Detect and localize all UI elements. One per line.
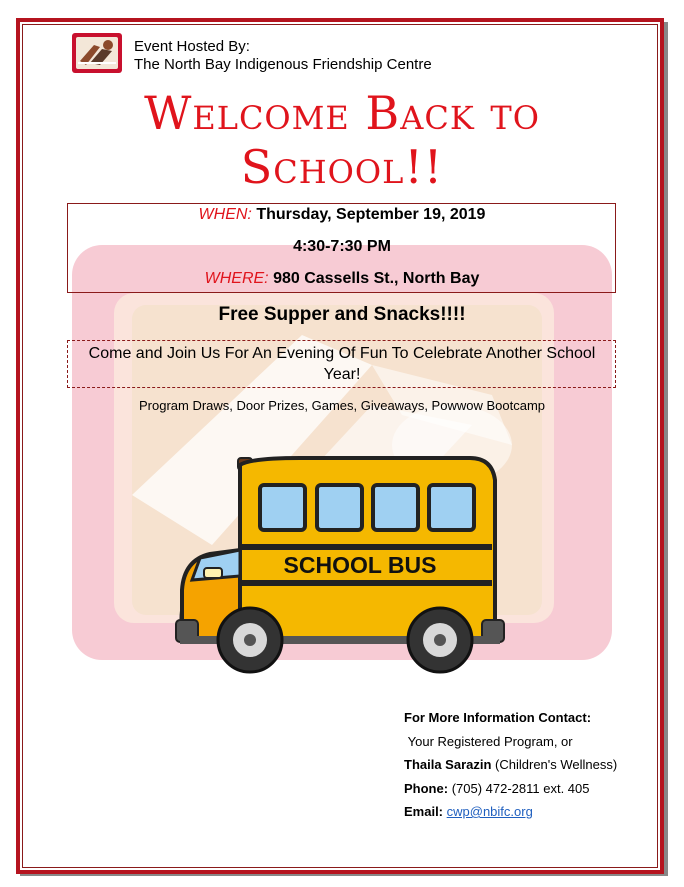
host-name: The North Bay Indigenous Friendship Centre <box>134 56 432 73</box>
contact-program: Your Registered Program, or <box>407 733 573 749</box>
event-time: 4:30-7:30 PM <box>293 238 391 255</box>
supper-text: Free Supper and Snacks!!!! <box>218 304 466 325</box>
contact-email-line <box>404 800 617 824</box>
title-line-2: School!! <box>240 140 444 194</box>
email-label: Email: <box>404 804 444 819</box>
host-block <box>134 38 432 74</box>
host-label: Event Hosted By: <box>134 38 250 55</box>
friendship-centre-logo <box>72 33 122 73</box>
phone-label: Phone: <box>404 780 449 796</box>
school-bus-image <box>170 450 505 680</box>
bus-label: SCHOOL BUS <box>283 552 437 578</box>
join-text: Come and Join Us For An Evening Of Fun To Celebrate Another School Year! <box>88 345 596 383</box>
event-date: Thursday, September 19, 2019 <box>256 206 486 223</box>
contact-person-role: (Children's Wellness) <box>495 757 618 772</box>
where-label: WHERE: <box>204 270 269 287</box>
contact-heading: For More Information Contact: <box>404 710 592 725</box>
where-line <box>0 270 684 288</box>
email-link[interactable]: cwp@nbifc.org <box>446 804 533 819</box>
program-list: Program Draws, Door Prizes, Games, Giveaways, Powwow Bootcamp <box>138 398 545 413</box>
phone-number: (705) 472-2811 ext. 405 <box>451 780 590 796</box>
contact-phone-line <box>404 777 617 801</box>
contact-block <box>404 706 617 824</box>
contact-line-1 <box>404 730 617 754</box>
title-line-1: Welcome Back to <box>144 86 540 140</box>
contact-person <box>404 753 617 777</box>
when-label: WHEN: <box>198 206 252 223</box>
contact-person-name: Thaila Sarazin <box>404 757 492 772</box>
event-address: 980 Cassells St., North Bay <box>273 270 480 287</box>
when-line <box>0 206 684 224</box>
